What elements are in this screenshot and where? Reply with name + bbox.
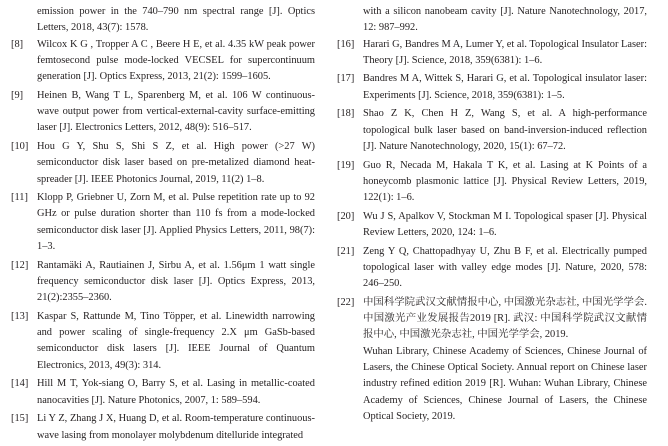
reference-continuation [11, 4, 315, 37]
reference-number: [19] [337, 159, 355, 171]
reference-18 [337, 106, 647, 155]
reference-text: Zeng Y Q, Chattopadhyay U, Zhu B F, et al. Electrically pumped topological laser with valley edge modes [J]. Nature, 2020, 578: 246–250. [363, 245, 647, 290]
reference-number: [10] [11, 140, 29, 152]
reference-17 [337, 71, 647, 104]
reference-text: Bandres M A, Wittek S, Harari G, et al. Topological insulator laser: Experiments [J]. Science, 2018, 359(6381): 1–5. [363, 73, 647, 101]
reference-text: Hill M T, Yok-siang O, Barry S, et al. Lasing in metallic-coated nanocavities [J]. Nature Photonics, 2007, 1: 589–594. [37, 378, 315, 406]
reference-number: [9] [11, 89, 24, 101]
reference-11 [11, 190, 315, 255]
reference-number: [12] [11, 259, 29, 271]
reference-text-chinese: 中国科学院武汉文献情报中心, 中国激光杂志社, 中国光学学会. 中国激光产业发展报告2019 [R]. 武汉: 中国科学院武汉文献情报中心, 中国激光杂志社, 中国光学学会, 2019. [363, 296, 647, 341]
right-column [337, 4, 647, 428]
reference-number: [21] [337, 245, 355, 257]
reference-15 [11, 411, 315, 444]
reference-text: Guo R, Necada M, Hakala T K, et al. Lasing at K Points of a honeycomb plasmonic lattice [J]. Physical Review Letters, 2019, 122(1): 1–6. [363, 159, 647, 204]
reference-text: Harari G, Bandres M A, Lumer Y, et al. Topological Insulator Laser: Theory [J]. Science, 2018, 359(6381): 1–6. [363, 38, 647, 66]
left-column [11, 4, 315, 446]
reference-text: Wu J S, Apalkov V, Stockman M I. Topological spaser [J]. Physical Review Letters, 2020, 124: 1–6. [363, 210, 647, 239]
reference-12 [11, 258, 315, 307]
reference-text: Rantamäki A, Rautiainen J, Sirbu A, et al. 1.56μm 1 watt single frequency semiconductor disk laser [J]. Optics Express, 2013, 21(2):2355–2360. [37, 259, 315, 304]
reference-14 [11, 376, 315, 409]
reference-number: [15] [11, 413, 29, 425]
reference-9 [11, 88, 315, 137]
reference-text: Kaspar S, Rattunde M, Tino Töpper, et al. Linewidth narrowing and power scaling of single-frequency 2.X μm GaSb-based semiconductor disk lasers [J]. IEEE Journal of Quantum Electronics, 2013, 49(3): 314. [37, 310, 315, 371]
reference-13 [11, 309, 315, 374]
reference-number: [11] [11, 192, 28, 204]
reference-number: [16] [337, 38, 355, 50]
reference-10 [11, 139, 315, 188]
reference-number: [8] [11, 38, 24, 50]
reference-text: Wilcox K G , Tropper A C , Beere H E, et al. 4.35 kW peak power femtosecond pulse mode-locked VECSEL for supercontinuum generation [J]. Optics Express, 2013, 21(2): 1599–1605. [37, 38, 315, 83]
reference-text-english: Wuhan Library, Chinese Academy of Sciences, Chinese Journal of Lasers, the Chinese Optical Society. Annual report on Chinese laser industry refined edition 2019 [R]. Wuhan: Wuhan Library, Chinese Academy of Sciences, Chinese Journal of Lasers, the Chinese Optical Society, 2019. [363, 345, 647, 422]
reference-continuation [337, 4, 647, 37]
reference-number: [17] [337, 73, 355, 85]
reference-text: Heinen B, Wang T L, Sparenberg M, et al. 106 W continuous-wave output power from vertical-external-cavity surface-emitting laser [J]. Electronics Letters, 2012, 48(9): 516–517. [37, 89, 315, 134]
reference-text: Klopp P, Griebner U, Zorn M, et al. Pulse repetition rate up to 92 GHz or pulse duration shorter than 110 fs from a mode-locked semiconductor disk laser [J]. Applied Physics Letters, 2011, 98(7): 1–3. [37, 192, 315, 253]
reference-text: emission power in the 740–790 nm spectral range [J]. Optics Letters, 2018, 43(7): 1578. [37, 6, 315, 34]
reference-22 [337, 295, 647, 425]
reference-number: [18] [337, 108, 355, 120]
reference-21 [337, 244, 647, 293]
reference-16 [337, 37, 647, 70]
reference-number: [20] [337, 210, 355, 222]
reference-text: Hou G Y, Shu S, Shi S Z, et al. High power (>27 W) semiconductor disk laser based on pre-metalized diamond heat-spreader [J]. IEEE Photonics Journal, 2019, 11(2) 1–8. [37, 140, 315, 185]
reference-8 [11, 37, 315, 86]
reference-19 [337, 158, 647, 207]
reference-text-group [363, 295, 647, 425]
reference-text: with a silicon nanobeam cavity [J]. Nature Nanotechnology, 2017, 12: 987–992. [363, 6, 647, 34]
reference-text: Li Y Z, Zhang J X, Huang D, et al. Room-temperature continuous-wave lasing from monolayer molybdenum ditelluride integrated [37, 413, 315, 441]
reference-number: [22] [337, 296, 355, 308]
reference-text: Shao Z K, Chen H Z, Wang S, et al. A high-performance topological bulk laser based on band-inversion-induced reflection [J]. Nature Nanotechnology, 2020, 15(1): 67–72. [363, 108, 647, 152]
reference-number: [13] [11, 310, 29, 322]
reference-20 [337, 209, 647, 242]
reference-number: [14] [11, 378, 29, 390]
